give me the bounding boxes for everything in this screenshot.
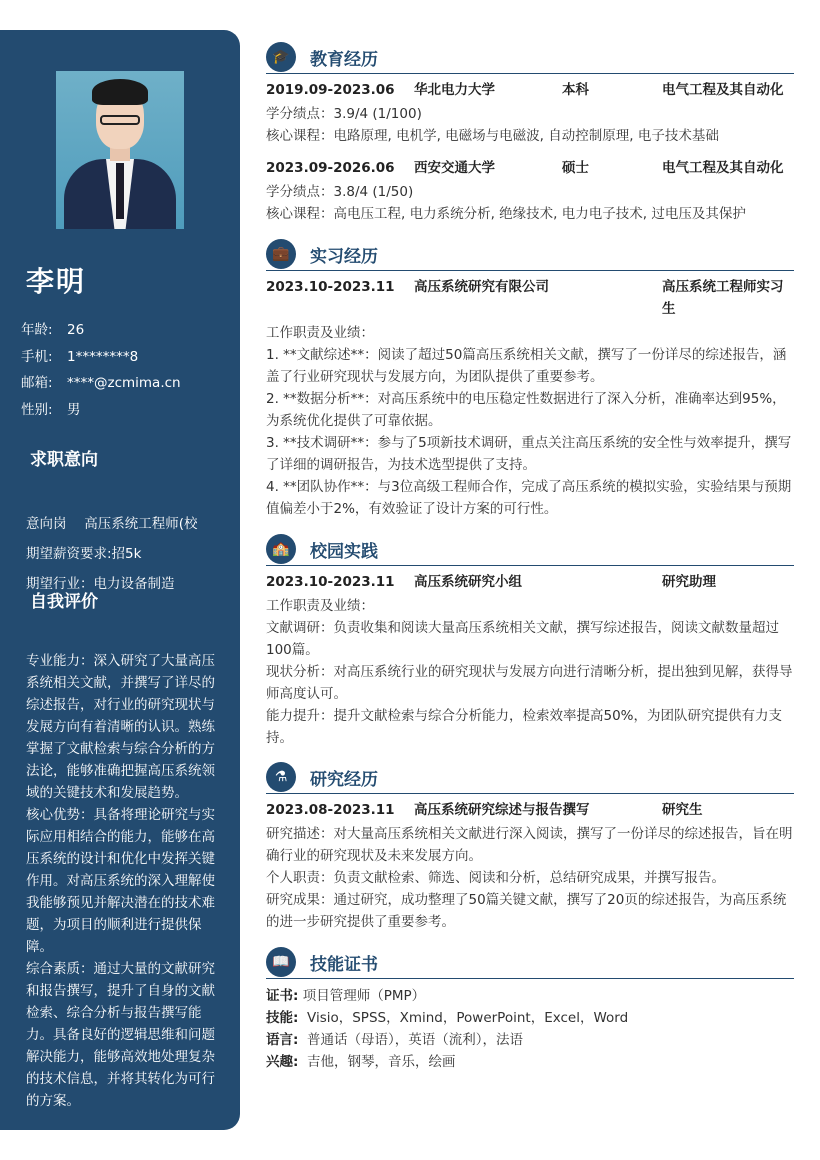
sidebar (0, 30, 240, 1130)
edu-courses-2: 核心课程：高电压工程, 电力系统分析, 绝缘技术, 电力电子技术, 过电压及其保护 (266, 206, 746, 222)
internship-entry: 2023.10-2023.11 高压系统研究有限公司 高压系统工程师实习生 (266, 279, 784, 317)
intent-position: 意向岗 高压系统工程师(校 (26, 516, 198, 532)
edu-gpa-2: 学分绩点：3.8/4 (1/50) (266, 184, 414, 200)
internship-header (266, 239, 794, 271)
self-eval-heading: 自我评价 (30, 592, 98, 612)
intent-salary: 期望薪资要求:招5k (26, 546, 142, 562)
info-gender: 性别: 男 (21, 401, 81, 418)
candidate-name: 李明 (26, 265, 87, 298)
skills-header (266, 947, 794, 979)
edu-gpa-1: 学分绩点：3.9/4 (1/100) (266, 106, 422, 122)
profile-photo (56, 71, 184, 229)
basic-info (21, 320, 181, 426)
book-icon: 📖 (266, 947, 296, 977)
campus-text: 工作职责及业绩： 文献调研：负责收集和阅读大量高压系统相关文献，撰写综述报告，阅读文献数量超过100篇。 现状分析：对高压系统行业的研究现状与发展方向进行清晰分析，提出独到见解，获得导师高度认可。 能力提升：提升文献检索与综合分析能力，检索效率提高50%，为团队研究提供有力支持。 (266, 598, 793, 746)
research-text: 研究描述：对大量高压系统相关文献进行深入阅读，撰写了一份详尽的综述报告，旨在明确行业的研究现状及未来发展方向。 个人职责：负责文献检索、筛选、阅读和分析，总结研究成果，并撰写报告。 研究成果：通过研究，成功整理了50篇关键文献，撰写了20页的综述报告，为高压系统的进一步研究提供了重要参考。 (266, 826, 793, 930)
skill-language: 语言: 普通话（母语），英语（流利），法语 (266, 1032, 523, 1048)
research-header (266, 762, 794, 794)
flask-icon: ⚗ (266, 762, 296, 792)
skill-interest: 兴趣: 吉他，钢琴，音乐，绘画 (266, 1054, 456, 1070)
internship-text: 工作职责及业绩： 1. **文献综述**：阅读了超过50篇高压系统相关文献，撰写了一份详尽的综述报告，涵盖了行业研究现状与发展方向，为团队提供了重要参考。 2. **数据分析**：对高压系统中的电压稳定性数据进行了深入分析，准确率达到95%，为系统优化提供了可靠依据。 3. **技术调研**：参与了5项新技术调研，重点关注高压系统的安全性与效率提升，撰写了详细的调研报告，为技术选型提供了支持。 4. **团队协作**：与3位高级工程师合作，完成了高压系统的模拟实验，实验结果与预期值偏差小于2%，有效验证了设计方案的可行性。 (266, 325, 792, 517)
skills-title: 技能证书 (310, 955, 378, 975)
education-title: 教育经历 (310, 50, 378, 70)
skill-certificate: 证书: 项目管理师（PMP） (266, 988, 426, 1004)
building-icon: 🏫 (266, 534, 296, 564)
edu-courses-1: 核心课程：电路原理, 电机学, 电磁场与电磁波, 自动控制原理, 电子技术基础 (266, 128, 719, 144)
research-title: 研究经历 (310, 770, 378, 790)
internship-title: 实习经历 (310, 247, 378, 267)
intent-industry: 期望行业：电力设备制造 (26, 576, 175, 592)
education-header (266, 42, 794, 74)
briefcase-icon: 💼 (266, 239, 296, 269)
skill-tools: 技能: Visio，SPSS，Xmind，PowerPoint，Excel，Word (266, 1010, 629, 1026)
campus-header (266, 534, 794, 566)
info-phone: 手机: 1********8 (21, 348, 139, 365)
info-age: 年龄: 26 (21, 322, 85, 338)
info-email: 邮箱: ****@zcmima.cn (21, 375, 181, 391)
graduation-cap-icon: 🎓 (266, 42, 296, 72)
self-eval-text: 专业能力：深入研究了大量高压系统相关文献，并撰写了详尽的综述报告，对行业的研究现状与发展方向有着清晰的认识。熟练掌握了文献检索与综合分析的方法论，能够准确把握高压系统领域的关键技术和发展趋势。 核心优势：具备将理论研究与实际应用相结合的能力，能够在高压系统的设计和优化中发挥关键作用。对高压系统的深入理解使我能够预见并解决潜在的技术难题，为项目的顺利进行提供保障。 综合素质：通过大量的文献研究和报告撰写，提升了自身的文献检索、综合分析与报告撰写能力。具备良好的逻辑思维和问题解决能力，能够高效地处理复杂的技术信息，并将其转化为可行的方案。 (26, 653, 215, 1109)
intent-heading: 求职意向 (30, 450, 98, 470)
campus-title: 校园实践 (310, 542, 378, 562)
